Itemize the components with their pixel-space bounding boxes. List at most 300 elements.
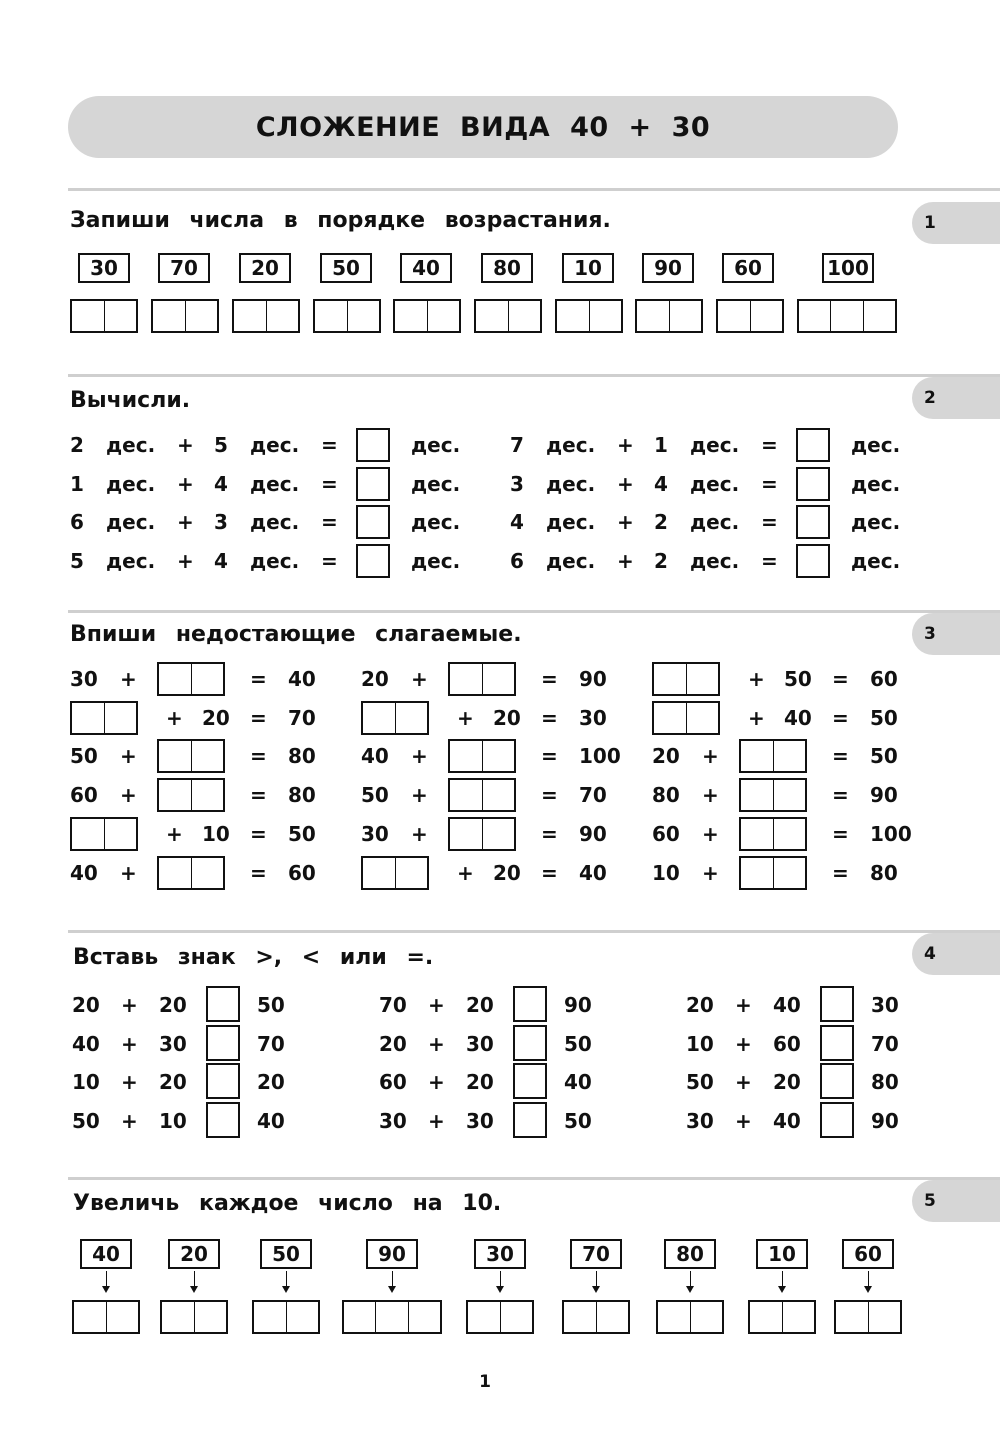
answer-cell[interactable]	[72, 819, 104, 849]
number-card: 10	[756, 1239, 808, 1269]
sum: 100	[870, 822, 912, 846]
addend: 20	[202, 706, 230, 730]
answer-cell[interactable]	[159, 664, 191, 694]
unit-label: дес.	[546, 433, 596, 457]
missing-addend-box[interactable]	[361, 856, 429, 890]
equals-sign: =	[321, 549, 338, 573]
sum: 40	[288, 667, 316, 691]
unit-label: дес.	[250, 433, 300, 457]
plus-sign: +	[617, 433, 634, 457]
addend-tens: 5	[70, 549, 84, 573]
missing-addend-box[interactable]	[739, 778, 807, 812]
answer-cell[interactable]	[191, 780, 224, 810]
equals-sign: =	[321, 433, 338, 457]
addend: 20	[493, 861, 521, 885]
answer-box[interactable]	[466, 1300, 534, 1334]
equals-sign: =	[541, 783, 558, 807]
compared-number: 50	[257, 993, 285, 1017]
answer-cell[interactable]	[686, 664, 719, 694]
answer-cell[interactable]	[782, 1302, 815, 1332]
answer-box[interactable]	[356, 467, 390, 501]
missing-addend-box[interactable]	[448, 662, 516, 696]
addend-tens: 5	[214, 433, 228, 457]
answer-cell[interactable]	[286, 1302, 319, 1332]
addend-tens: 3	[214, 510, 228, 534]
answer-cell[interactable]	[596, 1302, 629, 1332]
equals-sign: =	[250, 667, 267, 691]
answer-cell[interactable]	[74, 1302, 106, 1332]
plus-sign: +	[411, 783, 428, 807]
answer-box[interactable]	[72, 1300, 140, 1334]
sum: 60	[288, 861, 316, 885]
comparison-sign-box[interactable]	[206, 1025, 240, 1061]
plus-sign: +	[121, 1109, 138, 1133]
sum: 100	[579, 744, 621, 768]
missing-addend-box[interactable]	[448, 817, 516, 851]
answer-cell[interactable]	[686, 703, 719, 733]
addend: 40	[361, 744, 389, 768]
number-card: 80	[481, 253, 533, 283]
addend-tens: 4	[510, 510, 524, 534]
plus-sign: +	[702, 861, 719, 885]
sum: 80	[288, 744, 316, 768]
plus-sign: +	[702, 783, 719, 807]
equals-sign: =	[541, 667, 558, 691]
sum: 50	[870, 744, 898, 768]
operand: 40	[773, 1109, 801, 1133]
plus-sign: +	[735, 1032, 752, 1056]
answer-cell[interactable]	[191, 741, 224, 771]
answer-cell[interactable]	[450, 780, 482, 810]
answer-cell[interactable]	[395, 858, 428, 888]
missing-addend-box[interactable]	[652, 701, 720, 735]
task-number-4: 4	[912, 933, 1000, 975]
unit-label: дес.	[690, 433, 740, 457]
answer-cell[interactable]	[450, 741, 482, 771]
addend: 40	[784, 706, 812, 730]
addend: 10	[202, 822, 230, 846]
plus-sign: +	[457, 706, 474, 730]
equals-sign: =	[832, 744, 849, 768]
number-card: 60	[842, 1239, 894, 1269]
answer-box[interactable]	[474, 299, 542, 333]
operand: 30	[466, 1032, 494, 1056]
compared-number: 80	[871, 1070, 899, 1094]
number-card: 30	[474, 1239, 526, 1269]
answer-cell[interactable]	[773, 858, 806, 888]
addend: 40	[70, 861, 98, 885]
answer-box[interactable]	[562, 1300, 630, 1334]
missing-addend-box[interactable]	[739, 817, 807, 851]
plus-sign: +	[166, 822, 183, 846]
answer-cell[interactable]	[830, 301, 862, 331]
plus-sign: +	[457, 861, 474, 885]
answer-cell[interactable]	[654, 664, 686, 694]
answer-cell[interactable]	[266, 301, 299, 331]
equals-sign: =	[250, 822, 267, 846]
comparison-sign-box[interactable]	[206, 1102, 240, 1138]
answer-cell[interactable]	[347, 301, 380, 331]
answer-cell[interactable]	[799, 301, 830, 331]
plus-sign: +	[177, 549, 194, 573]
comparison-sign-box[interactable]	[206, 986, 240, 1022]
answer-cell[interactable]	[500, 1302, 533, 1332]
number-card: 30	[78, 253, 130, 283]
sum: 40	[579, 861, 607, 885]
answer-cell[interactable]	[637, 301, 669, 331]
answer-box[interactable]	[656, 1300, 724, 1334]
section-divider	[68, 930, 1000, 933]
answer-cell[interactable]	[773, 819, 806, 849]
answer-cell[interactable]	[658, 1302, 690, 1332]
answer-cell[interactable]	[482, 664, 515, 694]
answer-box[interactable]	[716, 299, 784, 333]
answer-box[interactable]	[342, 1300, 442, 1334]
answer-box[interactable]	[356, 428, 390, 462]
addend: 80	[652, 783, 680, 807]
unit-label: дес.	[851, 549, 901, 573]
task-5-heading: Увеличь каждое число на 10.	[73, 1191, 502, 1216]
answer-box[interactable]	[70, 299, 138, 333]
unit-label: дес.	[690, 549, 740, 573]
section-divider	[68, 1177, 1000, 1180]
plus-sign: +	[120, 667, 137, 691]
answer-cell[interactable]	[482, 819, 515, 849]
operand: 30	[379, 1109, 407, 1133]
unit-label: дес.	[411, 433, 461, 457]
equals-sign: =	[832, 667, 849, 691]
plus-sign: +	[120, 861, 137, 885]
operand: 50	[72, 1109, 100, 1133]
answer-box[interactable]	[796, 428, 830, 462]
compared-number: 40	[257, 1109, 285, 1133]
answer-box[interactable]	[356, 544, 390, 578]
answer-cell[interactable]	[482, 741, 515, 771]
operand: 20	[379, 1032, 407, 1056]
answer-cell[interactable]	[508, 301, 541, 331]
answer-cell[interactable]	[159, 858, 191, 888]
addend: 20	[493, 706, 521, 730]
missing-addend-box[interactable]	[157, 662, 225, 696]
comparison-sign-box[interactable]	[820, 1063, 854, 1099]
answer-cell[interactable]	[72, 703, 104, 733]
plus-sign: +	[428, 1032, 445, 1056]
plus-sign: +	[735, 1109, 752, 1133]
plus-sign: +	[411, 744, 428, 768]
unit-label: дес.	[106, 549, 156, 573]
plus-sign: +	[177, 433, 194, 457]
plus-sign: +	[120, 783, 137, 807]
operand: 20	[159, 993, 187, 1017]
task-3-heading: Впиши недостающие слагаемые.	[70, 622, 522, 647]
addend: 50	[784, 667, 812, 691]
addend-tens: 6	[510, 549, 524, 573]
down-arrow-icon	[690, 1271, 691, 1291]
answer-box[interactable]	[393, 299, 461, 333]
answer-box[interactable]	[160, 1300, 228, 1334]
answer-cell[interactable]	[315, 301, 347, 331]
operand: 10	[159, 1109, 187, 1133]
comparison-sign-box[interactable]	[820, 1102, 854, 1138]
sum: 80	[288, 783, 316, 807]
comparison-sign-box[interactable]	[513, 1102, 547, 1138]
operand: 20	[466, 993, 494, 1017]
plus-sign: +	[177, 472, 194, 496]
answer-cell[interactable]	[868, 1302, 901, 1332]
missing-addend-box[interactable]	[739, 739, 807, 773]
operand: 20	[159, 1070, 187, 1094]
number-card: 10	[562, 253, 614, 283]
plus-sign: +	[748, 667, 765, 691]
plus-sign: +	[617, 472, 634, 496]
answer-box[interactable]	[356, 505, 390, 539]
missing-addend-box[interactable]	[70, 701, 138, 735]
answer-box[interactable]	[151, 299, 219, 333]
down-arrow-icon	[868, 1271, 869, 1291]
answer-cell[interactable]	[159, 780, 191, 810]
plus-sign: +	[702, 744, 719, 768]
answer-cell[interactable]	[234, 301, 266, 331]
unit-label: дес.	[851, 433, 901, 457]
operand: 30	[466, 1109, 494, 1133]
plus-sign: +	[121, 993, 138, 1017]
addend-tens: 7	[510, 433, 524, 457]
answer-cell[interactable]	[750, 301, 783, 331]
section-divider	[68, 374, 1000, 377]
answer-cell[interactable]	[254, 1302, 286, 1332]
answer-cell[interactable]	[159, 741, 191, 771]
answer-cell[interactable]	[589, 301, 622, 331]
answer-cell[interactable]	[408, 1302, 440, 1332]
number-card: 40	[80, 1239, 132, 1269]
number-card: 70	[570, 1239, 622, 1269]
addend-tens: 3	[510, 472, 524, 496]
unit-label: дес.	[690, 472, 740, 496]
answer-cell[interactable]	[153, 301, 185, 331]
addend-tens: 4	[214, 549, 228, 573]
comparison-sign-box[interactable]	[206, 1063, 240, 1099]
answer-cell[interactable]	[773, 741, 806, 771]
addend: 10	[652, 861, 680, 885]
answer-cell[interactable]	[106, 1302, 139, 1332]
answer-cell[interactable]	[836, 1302, 868, 1332]
answer-cell[interactable]	[395, 703, 428, 733]
addend-tens: 2	[654, 549, 668, 573]
answer-cell[interactable]	[654, 703, 686, 733]
answer-cell[interactable]	[741, 858, 773, 888]
answer-cell[interactable]	[104, 301, 137, 331]
unit-label: дес.	[546, 549, 596, 573]
down-arrow-icon	[500, 1271, 501, 1291]
answer-cell[interactable]	[557, 301, 589, 331]
operand: 20	[72, 993, 100, 1017]
unit-label: дес.	[106, 433, 156, 457]
sum: 30	[579, 706, 607, 730]
answer-cell[interactable]	[773, 780, 806, 810]
addend: 50	[70, 744, 98, 768]
addend: 30	[70, 667, 98, 691]
equals-sign: =	[250, 744, 267, 768]
equals-sign: =	[321, 510, 338, 534]
sum: 90	[579, 822, 607, 846]
answer-cell[interactable]	[564, 1302, 596, 1332]
sum: 70	[288, 706, 316, 730]
unit-label: дес.	[250, 510, 300, 534]
answer-cell[interactable]	[750, 1302, 782, 1332]
answer-box[interactable]	[635, 299, 703, 333]
comparison-sign-box[interactable]	[513, 1063, 547, 1099]
answer-box[interactable]	[796, 544, 830, 578]
answer-cell[interactable]	[450, 819, 482, 849]
answer-cell[interactable]	[863, 301, 895, 331]
task-number-1: 1	[912, 202, 1000, 244]
missing-addend-box[interactable]	[157, 856, 225, 890]
sum: 60	[870, 667, 898, 691]
answer-box[interactable]	[796, 467, 830, 501]
answer-cell[interactable]	[741, 741, 773, 771]
compared-number: 40	[564, 1070, 592, 1094]
number-card: 60	[722, 253, 774, 283]
answer-cell[interactable]	[191, 858, 224, 888]
plus-sign: +	[617, 510, 634, 534]
answer-cell[interactable]	[450, 664, 482, 694]
answer-box[interactable]	[834, 1300, 902, 1334]
sum: 90	[579, 667, 607, 691]
unit-label: дес.	[851, 510, 901, 534]
task-number-5: 5	[912, 1180, 1000, 1222]
answer-box[interactable]	[555, 299, 623, 333]
answer-cell[interactable]	[395, 301, 427, 331]
compared-number: 90	[871, 1109, 899, 1133]
number-card: 70	[158, 253, 210, 283]
addend-tens: 6	[70, 510, 84, 534]
down-arrow-icon	[106, 1271, 107, 1291]
answer-cell[interactable]	[468, 1302, 500, 1332]
addend-tens: 1	[654, 433, 668, 457]
answer-cell[interactable]	[427, 301, 460, 331]
comparison-sign-box[interactable]	[820, 986, 854, 1022]
addend-tens: 4	[214, 472, 228, 496]
answer-cell[interactable]	[185, 301, 218, 331]
answer-box[interactable]	[748, 1300, 816, 1334]
answer-cell[interactable]	[482, 780, 515, 810]
equals-sign: =	[541, 744, 558, 768]
compared-number: 70	[871, 1032, 899, 1056]
plus-sign: +	[735, 1070, 752, 1094]
unit-label: дес.	[250, 472, 300, 496]
missing-addend-box[interactable]	[739, 856, 807, 890]
sum: 50	[288, 822, 316, 846]
answer-cell[interactable]	[72, 301, 104, 331]
unit-label: дес.	[250, 549, 300, 573]
answer-cell[interactable]	[363, 858, 395, 888]
task-number-3: 3	[912, 613, 1000, 655]
down-arrow-icon	[194, 1271, 195, 1291]
missing-addend-box[interactable]	[361, 701, 429, 735]
answer-box[interactable]	[232, 299, 300, 333]
down-arrow-icon	[782, 1271, 783, 1291]
answer-cell[interactable]	[669, 301, 702, 331]
sum: 70	[579, 783, 607, 807]
task-number-2: 2	[912, 377, 1000, 419]
number-card: 20	[239, 253, 291, 283]
answer-cell[interactable]	[344, 1302, 375, 1332]
answer-cell[interactable]	[162, 1302, 194, 1332]
answer-cell[interactable]	[741, 780, 773, 810]
operand: 30	[686, 1109, 714, 1133]
operand: 60	[379, 1070, 407, 1094]
answer-cell[interactable]	[375, 1302, 407, 1332]
comparison-sign-box[interactable]	[513, 986, 547, 1022]
missing-addend-box[interactable]	[652, 662, 720, 696]
answer-cell[interactable]	[741, 819, 773, 849]
addend-tens: 2	[70, 433, 84, 457]
answer-cell[interactable]	[718, 301, 750, 331]
missing-addend-box[interactable]	[448, 778, 516, 812]
page-number: 1	[479, 1372, 491, 1392]
addend: 30	[361, 822, 389, 846]
unit-label: дес.	[851, 472, 901, 496]
operand: 60	[773, 1032, 801, 1056]
equals-sign: =	[832, 706, 849, 730]
missing-addend-box[interactable]	[157, 739, 225, 773]
answer-box[interactable]	[797, 299, 897, 333]
number-card: 20	[168, 1239, 220, 1269]
equals-sign: =	[832, 783, 849, 807]
number-card: 50	[260, 1239, 312, 1269]
plus-sign: +	[428, 1109, 445, 1133]
answer-cell[interactable]	[104, 703, 137, 733]
answer-cell[interactable]	[476, 301, 508, 331]
sum: 90	[870, 783, 898, 807]
equals-sign: =	[832, 861, 849, 885]
comparison-sign-box[interactable]	[513, 1025, 547, 1061]
equals-sign: =	[541, 861, 558, 885]
unit-label: дес.	[106, 472, 156, 496]
plus-sign: +	[120, 744, 137, 768]
missing-addend-box[interactable]	[157, 778, 225, 812]
number-card: 90	[642, 253, 694, 283]
comparison-sign-box[interactable]	[820, 1025, 854, 1061]
page-title: СЛОЖЕНИЕ ВИДА 40 + 30	[68, 96, 898, 158]
compared-number: 90	[564, 993, 592, 1017]
missing-addend-box[interactable]	[448, 739, 516, 773]
addend: 60	[70, 783, 98, 807]
answer-box[interactable]	[313, 299, 381, 333]
task-2-heading: Вычисли.	[70, 388, 191, 413]
answer-cell[interactable]	[191, 664, 224, 694]
unit-label: дес.	[106, 510, 156, 534]
equals-sign: =	[541, 822, 558, 846]
answer-cell[interactable]	[104, 819, 137, 849]
operand: 50	[686, 1070, 714, 1094]
unit-label: дес.	[546, 472, 596, 496]
answer-cell[interactable]	[363, 703, 395, 733]
sum: 50	[870, 706, 898, 730]
unit-label: дес.	[690, 510, 740, 534]
answer-cell[interactable]	[194, 1302, 227, 1332]
plus-sign: +	[121, 1032, 138, 1056]
answer-cell[interactable]	[690, 1302, 723, 1332]
down-arrow-icon	[392, 1271, 393, 1291]
answer-box[interactable]	[252, 1300, 320, 1334]
compared-number: 30	[871, 993, 899, 1017]
addend-tens: 4	[654, 472, 668, 496]
missing-addend-box[interactable]	[70, 817, 138, 851]
task-4-heading: Вставь знак >, < или =.	[73, 945, 434, 970]
operand: 20	[466, 1070, 494, 1094]
answer-box[interactable]	[796, 505, 830, 539]
